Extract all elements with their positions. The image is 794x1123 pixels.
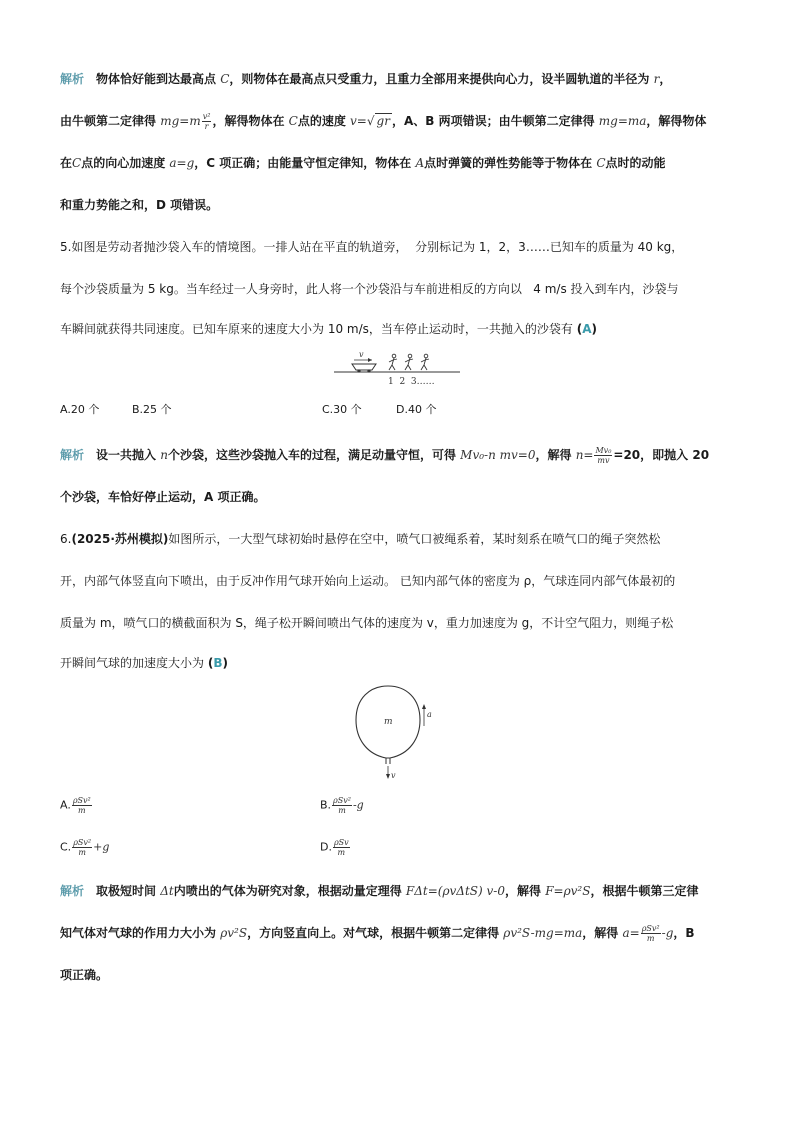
question-5-line-1: 5.如图是劳动者抛沙袋入车的情境图。一排人站在平直的轨道旁， 分别标记为 1，2，3……已知车的质量为 40 kg， <box>60 240 684 254</box>
fraction: $\frac{\text{Mv₀}}{mv}$ <box>595 446 612 465</box>
fraction: $\frac{\text{ρSv²}}{m}$ <box>641 924 660 943</box>
person-icon <box>389 354 397 370</box>
question-6-line-3: 质量为 m，喷气口的横截面积为 S，绳子松开瞬间喷出气体的速度为 v，重力加速度为 g，不计空气阻力，则绳子松 <box>60 616 674 630</box>
solution-6-line-3: 项正确。 <box>60 968 109 982</box>
option-b: B. $\frac{\text{ρSv²}}{m}$ -g <box>320 796 364 815</box>
option-c: C.30 个 <box>322 403 362 416</box>
question-6-line-2: 开，内部气体竖直向下喷出，由于反冲作用气球开始向上运动。 已知内部气体的密度为 ρ，气球连同内部气体最初的 <box>60 574 676 588</box>
solution-1-line-1: 解析 物体恰好能到达最高点 C，则物体在最高点只受重力，且重力全部用来提供向心力，设半圆轨道的半径为 r， <box>60 72 672 86</box>
solution-5-line-1: 解析 设一共抛入 n个沙袋，这些沙袋抛入车的过程，满足动量守恒，可得 Mv₀-n mv=0，解得 n= $\frac{\text{Mv₀}}{mv}$ =20，即抛入 20 <box>60 446 710 465</box>
cart-icon <box>352 364 376 370</box>
solution-1-line-4: 和重力势能之和，D 项错误。 <box>60 198 219 212</box>
position-markers: 1 2 3…… <box>388 377 435 387</box>
question-5-line-2: 每个沙袋质量为 5 kg。当车经过一人身旁时，此人将一个沙袋沿与车前进相反的方向以 4 m/s 投入到车内，沙袋与 <box>60 282 679 296</box>
question-5-line-3: 车瞬间就获得共同速度。已知车原来的速度大小为 10 m/s，当车停止运动时，一共抛入的沙袋有 (A) <box>60 322 597 336</box>
velocity-label: v <box>359 350 364 359</box>
solution-1-line-2: 由牛顿第二定律得 mg=m $\frac{\text{v²}}{r}$ ，解得物体在 C点的速度 v=√ gr ，A、B 两项错误；由牛顿第二定律得 mg=ma，解得物体 <box>60 112 707 131</box>
question-6-line-4: 开瞬间气球的加速度大小为 (B) <box>60 656 228 670</box>
balloon-figure <box>350 682 440 784</box>
option-d: D.40 个 <box>396 403 437 416</box>
person-icon <box>405 354 413 370</box>
cart-figure <box>332 348 462 388</box>
person-icon <box>421 354 429 370</box>
option-b: B.25 个 <box>132 403 172 416</box>
source-tag: (2025·苏州模拟) <box>71 532 169 546</box>
option-d: D. $\frac{\text{ρSv}}{m}$ <box>320 838 349 857</box>
solution-6-line-1: 解析 取极短时间 Δt内喷出的气体为研究对象，根据动量定理得 FΔt=(ρvΔtS) v-0，解得 F=ρv²S，根据牛顿第三定律 <box>60 884 699 898</box>
fraction: $\frac{\text{v²}}{r}$ <box>202 112 211 131</box>
svg-text:v: v <box>391 771 396 780</box>
option-c: C. $\frac{\text{ρSv²}}{m}$ +g <box>60 838 110 857</box>
option-a: A. $\frac{\text{ρSv²}}{m}$ <box>60 796 91 815</box>
option-a: A.20 个 <box>60 403 100 416</box>
answer-mark: A <box>582 322 592 336</box>
svg-text:a: a <box>427 710 432 719</box>
sqrt-expression: v=√ gr <box>350 114 390 128</box>
analysis-tag: 解析 <box>60 884 85 898</box>
solution-6-line-2: 知气体对气球的作用力大小为 ρv²S，方向竖直向上。对气球，根据牛顿第二定律得 ρv²S-mg=ma，解得 a= $\frac{\text{ρSv²}}{m}$ -g，B <box>60 924 695 943</box>
analysis-tag: 解析 <box>60 72 85 86</box>
analysis-tag: 解析 <box>60 448 85 462</box>
answer-mark: B <box>213 656 223 670</box>
question-6-line-1: 6.(2025·苏州模拟)如图所示，一大型气球初始时悬停在空中，喷气口被绳系着，某时刻系在喷气口的绳子突然松 <box>60 532 661 546</box>
solution-1-line-3: 在C点的向心加速度 a=g，C 项正确；由能量守恒定律知，物体在 A点时弹簧的弹性势能等于物体在 C点时的动能 <box>60 156 666 170</box>
solution-5-line-2: 个沙袋，车恰好停止运动，A 项正确。 <box>60 490 266 504</box>
svg-text:m: m <box>384 717 393 727</box>
